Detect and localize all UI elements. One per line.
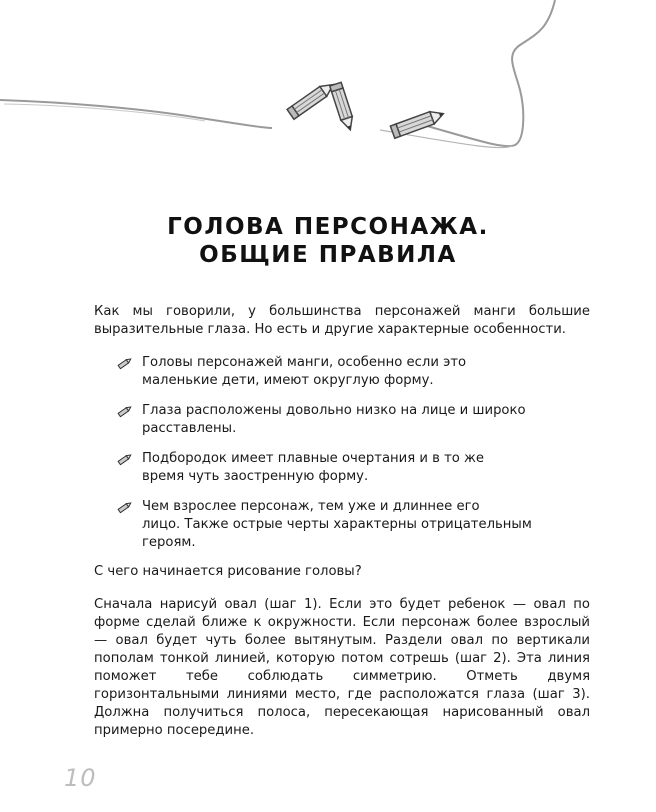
page-title-line-1: ГОЛОВА ПЕРСОНАЖА.	[167, 214, 489, 240]
page-number: 10	[64, 764, 97, 792]
bullet-text-4b: лицо. Также острые черты характерны отрицательным	[142, 517, 532, 532]
bullet-text-3b: время чуть заостренную форму.	[142, 469, 369, 484]
decor-pencil-icon-2	[330, 82, 356, 131]
decor-pencil-icon-3	[390, 108, 445, 139]
body-paragraph: Сначала нарисуй овал (шаг 1). Если это будет ребенок — овал по форме сделай ближе к окружности. Если персонаж более взрослый — овал будет чуть более вытянутым. Раздели овал по вертикали пополам тонкой линией, которую потом сотрешь (шаг 2). Эта линия поможет тебе соблюдать симметрию. Отметь двумя горизонтальными линиями место, где расположатся глаза (шаг 3). Должна получиться полоса, пересекающая нарисованный овал примерно посередине.	[94, 597, 590, 738]
bullet-text-4a: Чем взрослее персонаж, тем уже и длиннее его	[142, 499, 480, 514]
decor-right-curve	[420, 0, 555, 146]
pencil-icon	[116, 356, 134, 370]
bullet-text-2a: Глаза расположены довольно низко на лице и широко	[142, 403, 526, 418]
bullet-item-4	[120, 498, 560, 552]
question-paragraph: С чего начинается рисование головы?	[94, 564, 362, 579]
bullet-item-2	[120, 402, 560, 438]
pencil-icon	[116, 452, 134, 466]
header-decoration	[0, 0, 656, 160]
bullet-item-1	[120, 354, 560, 390]
pencil-icon	[116, 404, 134, 418]
bullet-text-1b: маленькие дети, имеют округлую форму.	[142, 373, 434, 388]
bullet-item-3	[120, 450, 560, 486]
intro-paragraph: Как мы говорили, у большинства персонажей манги большие выразительные глаза. Но есть и другие характерные особенности.	[94, 304, 590, 337]
bullet-text-3a: Подбородок имеет плавные очертания и в то же	[142, 451, 485, 466]
bullet-text-1a: Головы персонажей манги, особенно если это	[142, 355, 467, 370]
bullet-text-4c: героям.	[142, 535, 196, 550]
bullet-text-2b: расставлены.	[142, 421, 237, 436]
pencil-icon	[116, 500, 134, 514]
decor-swoosh-line	[0, 100, 272, 128]
page-title-line-2: ОБЩИЕ ПРАВИЛА	[199, 242, 457, 268]
